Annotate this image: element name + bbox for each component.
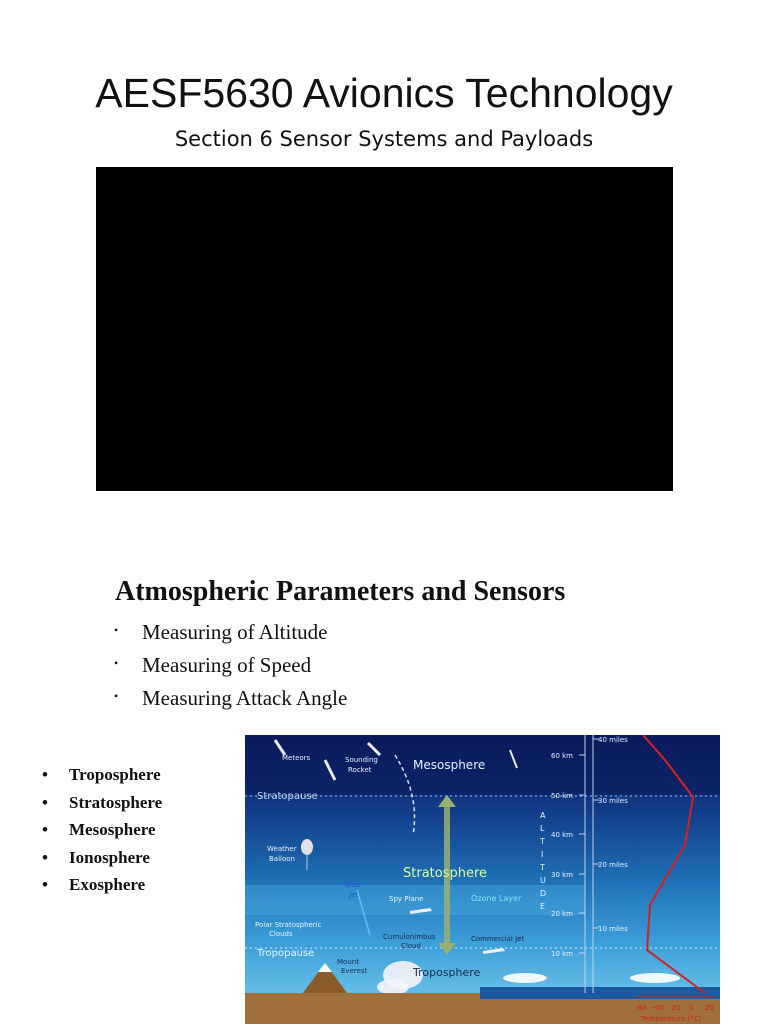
atmosphere-layers-list	[42, 763, 162, 901]
altitude-letter: U	[540, 876, 546, 885]
label-blue-jet-1: Blue	[345, 881, 361, 889]
label-polar-1: Polar Stratospheric	[255, 921, 322, 929]
cloud-icon	[503, 973, 547, 983]
temp-tick-label: 20	[705, 1004, 714, 1012]
label-mesosphere: Mesosphere	[413, 758, 486, 772]
mile-tick-label: 40 miles	[598, 736, 628, 744]
bullet-icon: •	[42, 847, 48, 867]
bullet-icon: •	[114, 689, 119, 703]
list-item-text: Measuring Attack Angle	[142, 686, 348, 710]
list-item	[114, 685, 347, 718]
cloud-icon	[630, 973, 680, 983]
bullet-icon: •	[114, 656, 119, 670]
list-item	[42, 873, 162, 901]
list-item	[42, 763, 162, 791]
temp-tick-label: -60	[635, 1004, 647, 1012]
altitude-letter: I	[541, 850, 544, 859]
atmosphere-diagram	[245, 735, 720, 1024]
altitude-letter: L	[540, 824, 545, 833]
label-weather-2: Balloon	[269, 855, 295, 863]
label-cumulonimbus-2: Cloud	[401, 942, 421, 950]
ground	[245, 993, 480, 1024]
list-item-text: Measuring of Altitude	[142, 620, 328, 644]
bullet-icon: •	[42, 875, 48, 894]
label-meteors: Meteors	[282, 754, 311, 762]
label-stratosphere: Stratosphere	[403, 866, 488, 881]
km-tick-label: 50 km	[551, 792, 574, 800]
label-tropopause: Tropopause	[257, 948, 315, 959]
measurement-list	[114, 619, 347, 718]
temperature-axis-label: Temperature (°C)	[641, 1015, 702, 1023]
temp-tick-label: 0	[689, 1004, 694, 1012]
section-heading: Atmospheric Parameters and Sensors	[115, 576, 566, 607]
sea	[480, 987, 720, 1001]
label-ozone-layer: Ozone Layer	[471, 894, 522, 903]
km-tick-label: 10 km	[551, 950, 574, 958]
list-item	[42, 818, 162, 846]
label-stratopause: Stratopause	[257, 791, 318, 802]
list-item-text: Troposphere	[69, 765, 161, 784]
label-everest-1: Mount	[337, 958, 359, 966]
atmosphere-diagram-svg	[245, 735, 720, 1024]
altitude-letter: D	[540, 889, 547, 898]
list-item-text: Stratosphere	[69, 792, 163, 812]
label-weather-1: Weather	[267, 845, 297, 853]
label-blue-jet-2: Jet	[349, 891, 359, 899]
mile-tick-label: 20 miles	[598, 861, 628, 869]
label-everest-2: Everest	[341, 967, 368, 975]
label-cumulonimbus-1: Cumulonimbus	[383, 933, 436, 941]
label-commercial-jet: Commercial Jet	[471, 935, 525, 943]
label-polar-2: Clouds	[269, 930, 293, 938]
list-item	[42, 846, 162, 874]
km-tick-label: 20 km	[551, 910, 574, 918]
altitude-letter: T	[540, 837, 545, 846]
bullet-icon: •	[114, 623, 119, 637]
km-tick-label: 60 km	[551, 752, 574, 760]
page-title: AESF5630 Avionics Technology	[95, 70, 673, 116]
list-item-text: Ionosphere	[69, 847, 150, 867]
page-subtitle: Section 6 Sensor Systems and Payloads	[174, 127, 594, 151]
bullet-icon: •	[42, 820, 48, 839]
temp-tick-label: -40	[652, 1004, 664, 1012]
bullet-icon: •	[42, 765, 48, 784]
temp-tick-label: -20	[669, 1004, 681, 1012]
label-sounding-1: Sounding	[345, 756, 378, 764]
label-sounding-2: Rocket	[348, 766, 372, 774]
list-item-text: Measuring of Speed	[142, 653, 312, 677]
list-item	[114, 619, 347, 652]
mile-tick-label: 30 miles	[598, 797, 628, 805]
label-spy-plane: Spy Plane	[389, 895, 424, 903]
bullet-icon: •	[42, 792, 48, 812]
altitude-letter: E	[540, 902, 546, 911]
altitude-letter: A	[540, 811, 546, 820]
list-item-text: Exosphere	[69, 875, 146, 894]
list-item-text: Mesosphere	[69, 820, 156, 839]
balloon-icon	[301, 839, 313, 855]
mile-tick-label: 10 miles	[598, 925, 628, 933]
km-tick-label: 40 km	[551, 831, 574, 839]
list-item	[42, 791, 162, 819]
cloud-icon	[377, 979, 409, 995]
altitude-letter: T	[540, 863, 545, 872]
media-placeholder	[96, 167, 673, 491]
label-troposphere: Troposphere	[413, 966, 481, 979]
list-item	[114, 652, 347, 685]
km-tick-label: 30 km	[551, 871, 574, 879]
